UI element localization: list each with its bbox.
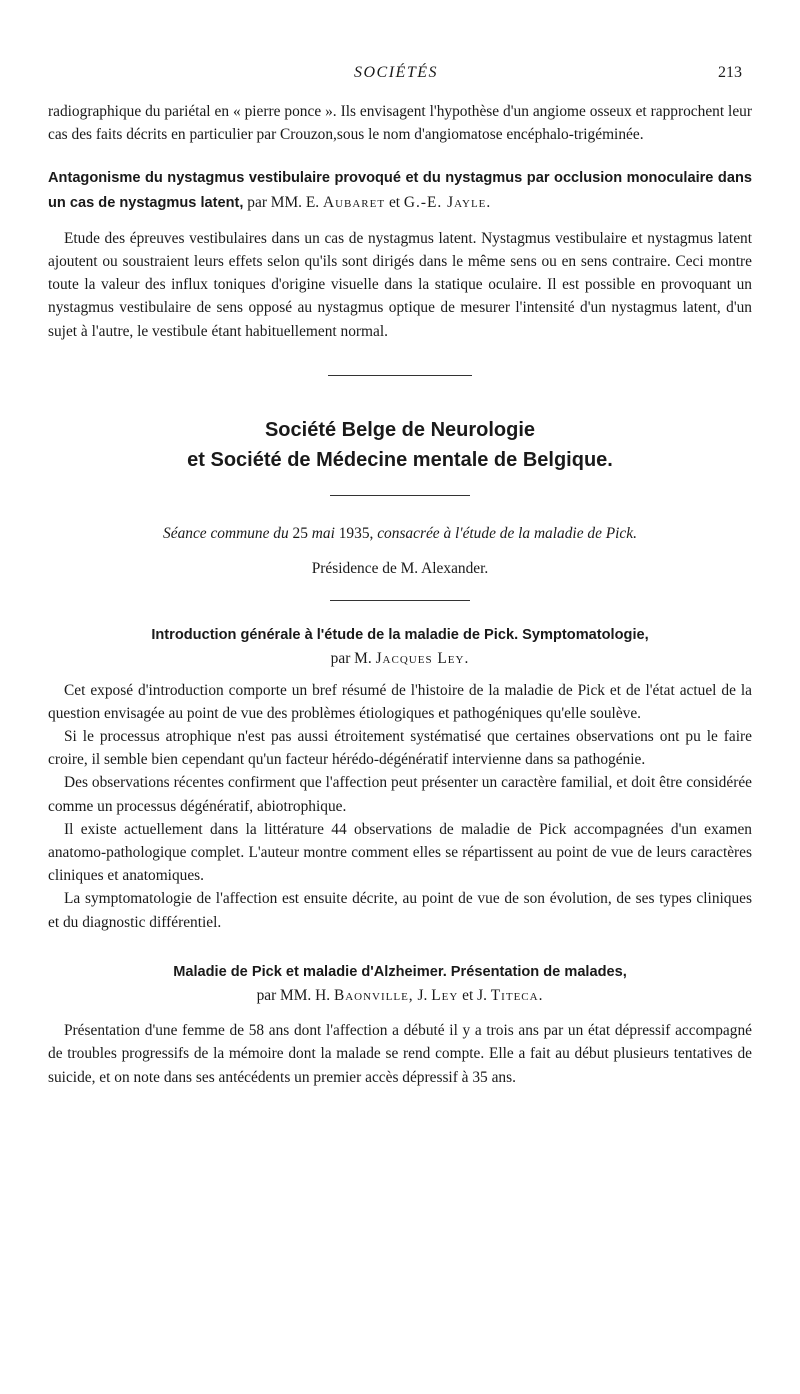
article-2-paragraph-3: Des observations récentes confirment que l'affection peut présenter un caractère familial, et doit être considérée comme un processus dégénératif, abiotrophique. (48, 774, 752, 815)
article-1-heading (48, 166, 752, 214)
article-3-author-2: Ley (431, 987, 459, 1005)
article-3-body: Présentation d'une femme de 58 ans dont l'affection a débuté il y a trois ans par un état dépressif accompagné de troubles progressifs de la mémoire dont la malade se rend compte. Elle a fait au début plusieurs tentatives de suicide, et on note dans ses antécédents un premier accès dépressif à 35 ans. (48, 1022, 752, 1086)
page-number: 213 (718, 64, 742, 81)
page-body (48, 100, 752, 1089)
article-2-by: par M. (330, 650, 376, 668)
society-name-line-1: Société Belge de Neurologie (264, 418, 536, 441)
session-suffix: consacrée à l'étude de la maladie de Pick. (373, 524, 637, 542)
session-year: 1935, (338, 524, 374, 542)
article-2-paragraph-5: La symptomatologie de l'affection est ensuite décrite, au point de vue de son évolution, de ses types cliniques et du diagnostic différentiel. (48, 890, 752, 931)
article-3-mid: J. (413, 987, 432, 1005)
article-1-body: Etude des épreuves vestibulaires dans un cas de nystagmus latent. Nystagmus vestibulaire et nystagmus latent ajoutent ou soustraient leurs effets selon qu'ils sont dirigés dans le même sens ou en sens contraire. Ceci montre toute la valeur des influx toniques d'origine visuelle dans la statique oculaire. Il est possible en provoquant un nystagmus vestibulaire de sens opposé au nystagmus optique de mesurer l'intensité d'un nystagmus latent, d'un sujet à l'autre, le vestibule étant habituellement normal. (48, 229, 752, 340)
society-name-line-2: et Société de Médecine mentale de Belgique. (187, 448, 613, 471)
session-presidency: Présidence de M. Alexander. (311, 560, 489, 578)
running-head (48, 64, 744, 88)
article-3-by: par MM. H. (256, 987, 334, 1005)
article-1-and: et (385, 193, 404, 211)
article-2-author: Jacques Ley. (375, 650, 470, 668)
article-3-author-1: Baonville, (333, 987, 414, 1005)
article-1-title: Antagonisme du nystagmus vestibulaire provoqué et du nystagmus par occlusion monoculaire dans un cas de nystagmus latent, (48, 170, 752, 211)
session-date: 25 (292, 524, 308, 542)
session-line (48, 522, 752, 545)
session-month: mai (307, 524, 339, 542)
article-3-byline (48, 984, 752, 1007)
article-3-and: et J. (458, 987, 491, 1005)
article-2-paragraph-1: Cet exposé d'introduction comporte un bref résumé de l'histoire de la maladie de Pick et de l'état actuel de la question envisagée au point de vue des problèmes étiologiques et pathogéniques qu'elle soulève. (48, 681, 752, 722)
article-2-paragraph-2: Si le processus atrophique n'est pas aussi étroitement systématisé que certaines observations ont pu le faire croire, il semble bien cependant qu'un facteur hérédo-dégénératif intervienne dans sa pathogénie. (48, 728, 752, 769)
intro-paragraph: radiographique du pariétal en « pierre ponce ». Ils envisagent l'hypothèse d'un angiome osseux et rapprochent leur cas des faits décrits en particulier par Crouzon,sous le nom d'angiomatose encéphalo-trigéminée. (48, 103, 752, 144)
article-2-title: Introduction générale à l'étude de la maladie de Pick. Symptomatologie, (151, 627, 649, 644)
article-2-heading (48, 623, 752, 647)
article-1-by: par MM. E. (243, 193, 323, 211)
article-2-paragraph-4: Il existe actuellement dans la littérature 44 observations de maladie de Pick accompagnées d'un examen anatomo-pathologique complet. L'auteur montre comment elles se répartissent au point de vue de leurs caractères cliniques et anatomiques. (48, 820, 752, 885)
article-1-author-2: G.-E. Jayle. (403, 193, 492, 211)
article-3-author-3: Titeca. (490, 987, 544, 1005)
session-prefix: Séance commune du (163, 524, 293, 542)
running-title: SOCIÉTÉS (354, 64, 438, 81)
article-2-byline (48, 647, 752, 670)
article-1-author-1: Aubaret (322, 193, 386, 211)
article-3-title: Maladie de Pick et maladie d'Alzheimer. Présentation de malades, (173, 963, 627, 980)
article-3-heading (48, 960, 752, 984)
